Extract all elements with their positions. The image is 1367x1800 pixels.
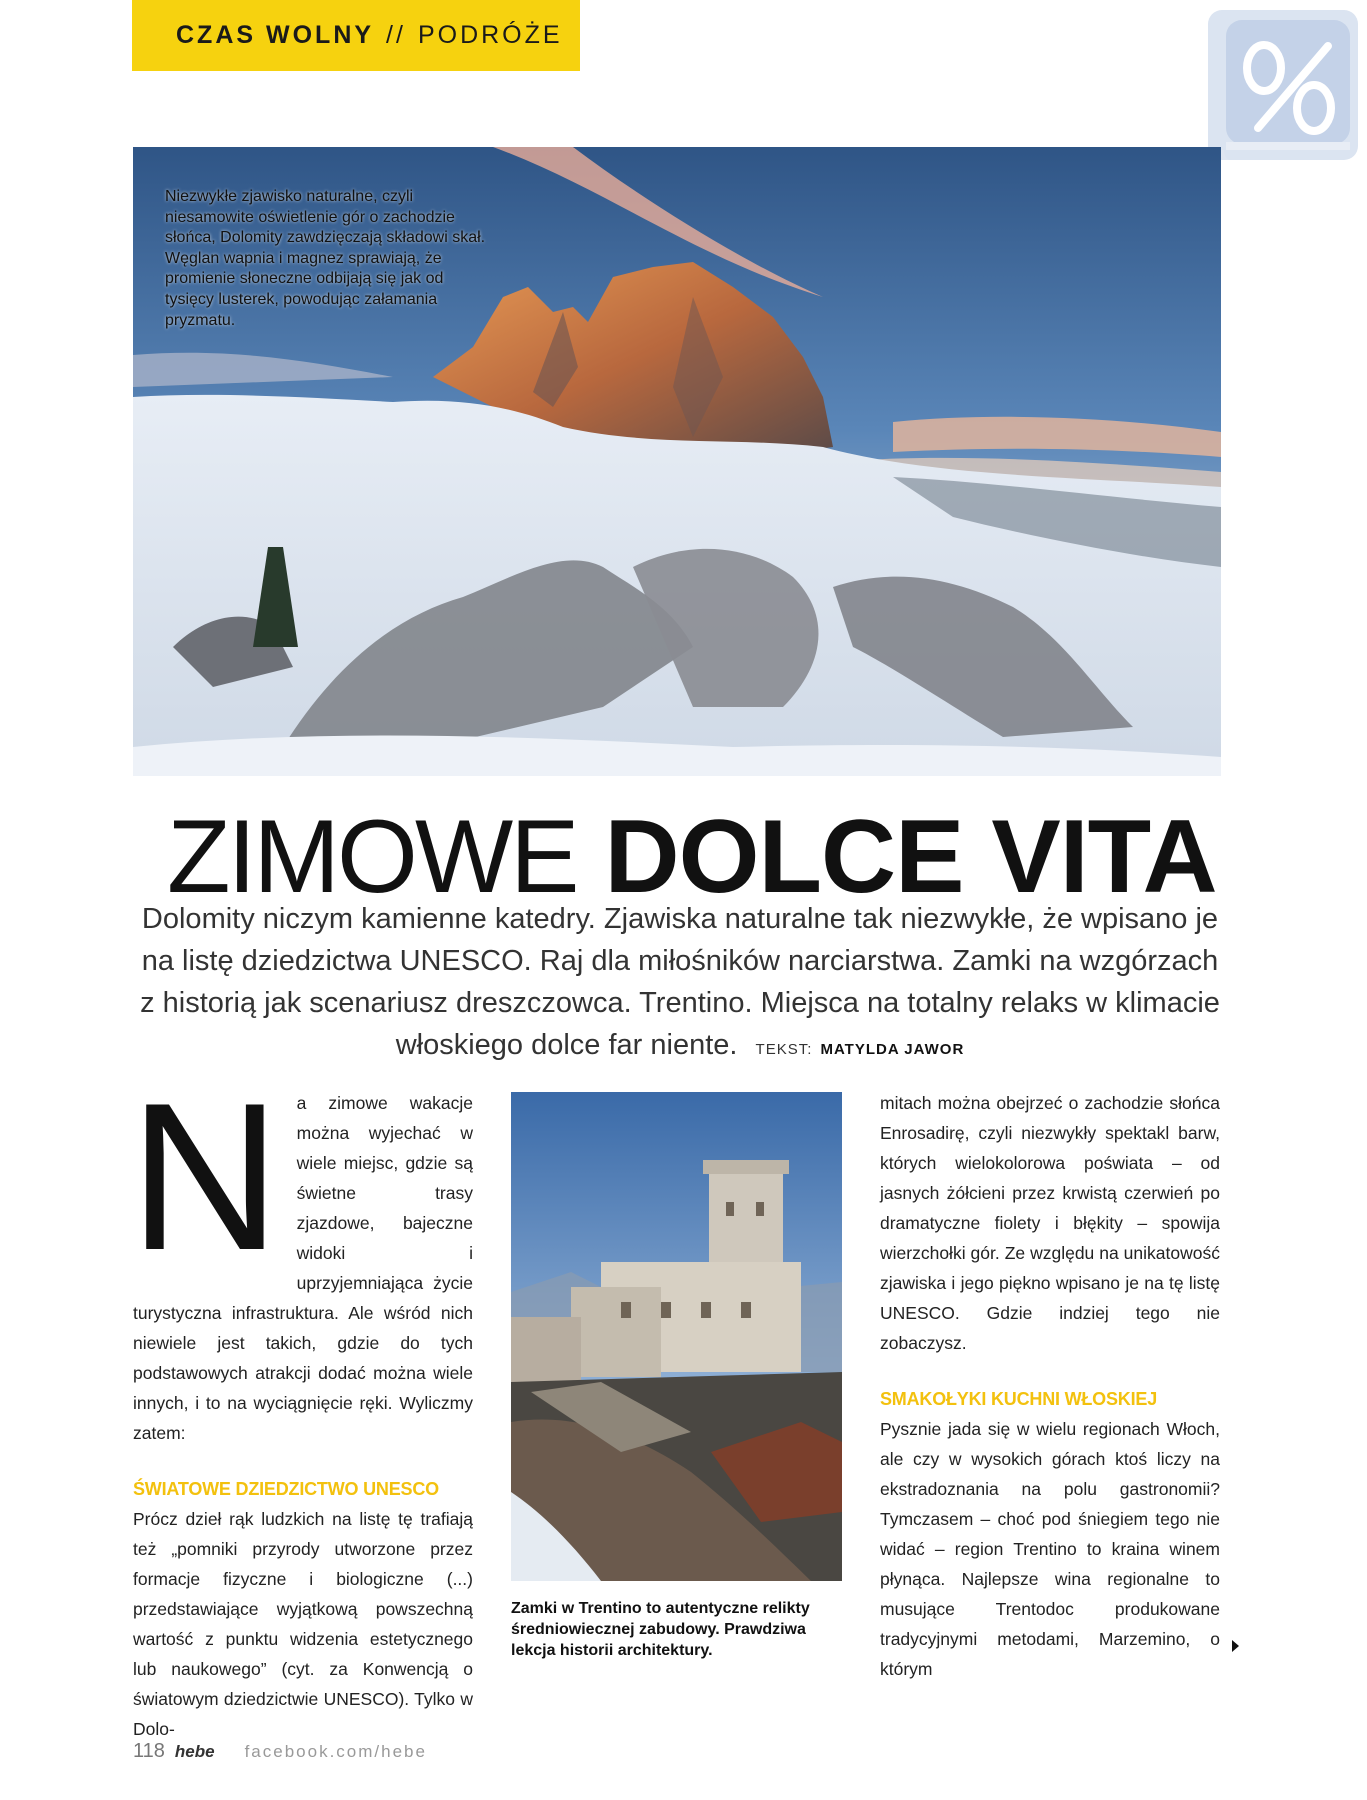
continue-arrow-icon <box>1232 1640 1239 1652</box>
paragraph-cuisine: Pysznie jada się w wielu regionach Włoch, ale czy w wysokich górach ktoś liczy na ekstradoznania na polu gastronomii? Tymczasem – choć pod śniegiem tego nie widać – region Trentino to kraina winem płynąca. Najlepsze wina regionalne to musujące Trentodoc produkowane tradycyjnymi metodami, Marzemino, o którym <box>880 1419 1220 1679</box>
title-bold: DOLCE VITA <box>604 799 1217 915</box>
text-column-left <box>129 1059 473 1744</box>
hero-photo-dolomites <box>133 147 1221 776</box>
castle-photo-caption: Zamki w Trentino to autentyczne relikty średniowiecznej zabudowy. Prawdziwa lekcja historii architektury. <box>511 1600 810 1659</box>
section-category: CZAS WOLNY <box>176 21 375 49</box>
intro-paragraph: a zimowe wakacje można wyjechać w wiele miejsc, gdzie są świetne trasy zjazdowe, bajeczne widoki i uprzyjemniająca życie turystyczna infrastruktura. Ale wśród nich niewiele jest takich, gdzie do tych podstawowych atrakcji dodać można wiele innych, i to na wyciągnięcie ręki. Wyliczmy zatem: <box>133 1093 473 1443</box>
paragraph-unesco-part2: mitach można obejrzeć o zachodzie słońca Enrosadirę, czyli niezwykły spektakl barw, których wielokolorowa poświata – od jasnych żółcieni przez krwistą czerwień po dramatyczne fiolety i błękity – spowija wierzchołki gór. Ze względu na unikatowość zjawiska i jego piękno wpisano je na tę listę UNESCO. Gdzie indziej tego nie zobaczysz. <box>880 1093 1220 1353</box>
percent-badge-icon <box>1208 10 1358 160</box>
facebook-link[interactable]: facebook.com/hebe <box>244 1742 427 1761</box>
hero-caption: Niezwykłe zjawisko naturalne, czyli niesamowite oświetlenie gór o zachodzie słońca, Dolomity zawdzięczają składowi skał. Węglan wapnia i magnez sprawiają, że promienie słoneczne odbijają się jak od tysięcy lusterek, powodując załamania pryzmatu. <box>165 188 486 329</box>
subhead-unesco: ŚWIATOWE DZIEDZICTWO UNESCO <box>133 1479 439 1499</box>
title-light: ZIMOWE <box>167 799 577 915</box>
credit-name: MATYLDA JAWOR <box>820 1041 965 1058</box>
dropcap: N <box>129 1059 281 1294</box>
page-number: 118 <box>133 1740 165 1762</box>
section-tag <box>132 0 580 71</box>
section-separator: // <box>386 21 406 49</box>
castle-photo <box>511 1092 842 1581</box>
section-subcategory: PODRÓŻE <box>417 21 563 49</box>
credit-label: TEKST: <box>755 1041 813 1058</box>
article-lead <box>140 898 1220 1071</box>
paragraph-unesco-part1: Prócz dzieł rąk ludzkich na listę tę trafiają też „pomniki przyrody utworzone przez formacje fizyczne i biologiczne (...) przedstawiające wyjątkową powszechną wartość z punktu widzenia estetycznego lub naukowego” (cyt. za Konwencją o światowym dziedzictwie UNESCO). Tylko w Dolo- <box>133 1509 473 1739</box>
subhead-cuisine: SMAKOŁYKI KUCHNI WŁOSKIEJ <box>880 1389 1158 1409</box>
page-footer <box>133 1740 427 1763</box>
text-column-right <box>880 1088 1220 1684</box>
lead-text: Dolomity niczym kamienne katedry. Zjawiska naturalne tak niezwykłe, że wpisano je na listę dziedzictwa UNESCO. Raj dla miłośników narciarstwa. Zamki na wzgórzach z historią jak scenariusz dreszczowca. Trentino. Miejsca na totalny relaks w klimacie włoskiego dolce far niente. <box>140 903 1220 1061</box>
brand-logo: hebe <box>174 1742 215 1761</box>
